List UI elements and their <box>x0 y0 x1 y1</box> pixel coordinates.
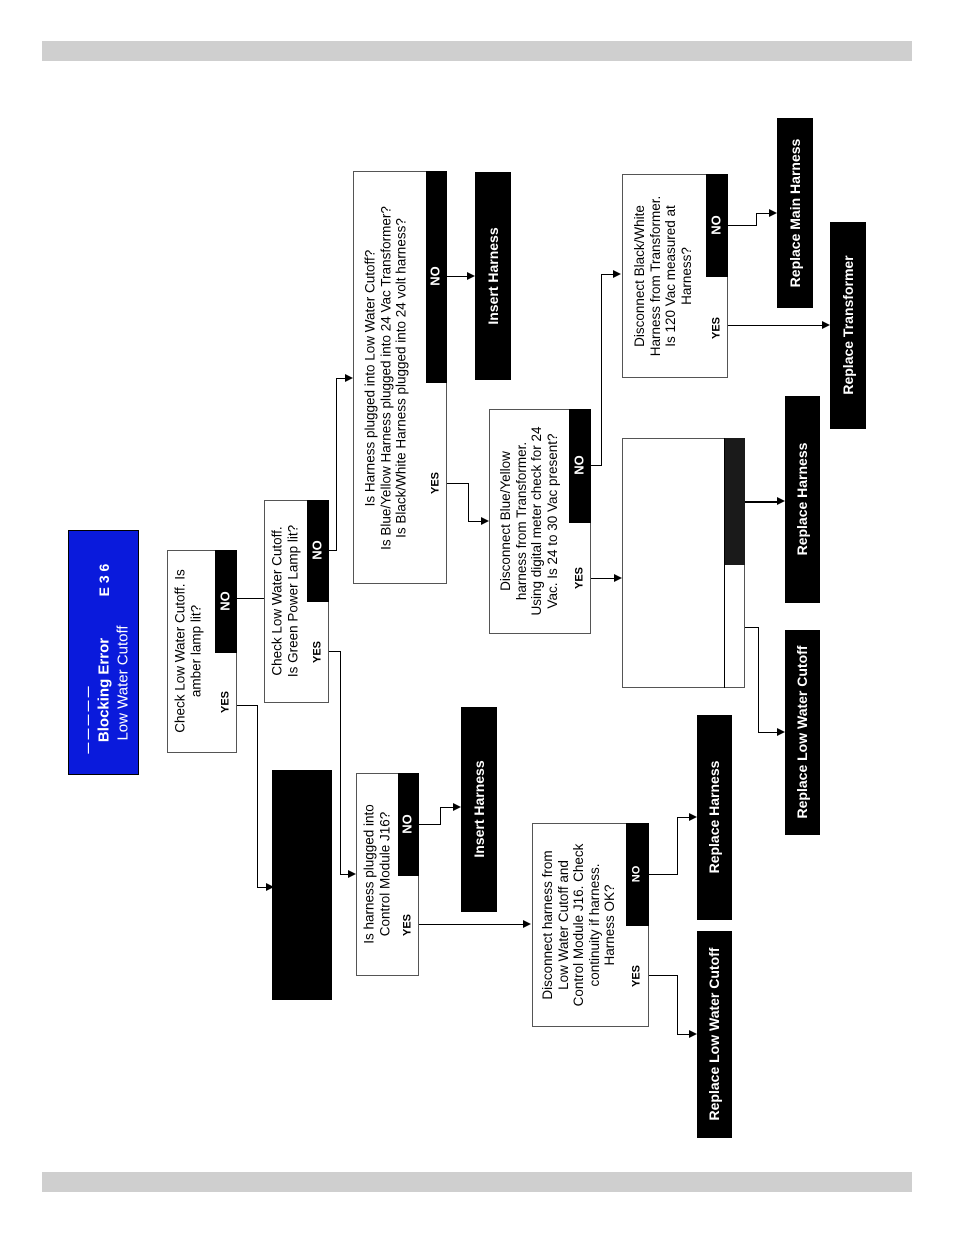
connector-arrow <box>266 883 274 891</box>
blank-black-block <box>272 770 332 1000</box>
title-blocking-error: Blocking Error <box>95 637 113 743</box>
harness-transformer-question-text: Is Harness plugged into Low Water Cutoff? Is Blue/Yellow Harness plugged into 24 Vac Transformer? Is Black/White Harness plugged into 24 volt harness? <box>362 206 409 550</box>
connector-green-yes <box>340 874 348 875</box>
harness-j16-yes-label: YES <box>401 913 414 937</box>
connector-blue-yellow-yes <box>591 578 616 579</box>
connector-black-white-no <box>756 213 769 214</box>
continuity-divider <box>626 925 649 926</box>
title-error-code: E 3 6 <box>95 563 112 597</box>
continuity-yes-label: YES <box>630 964 643 988</box>
connector-arrow <box>777 728 785 736</box>
amber-lamp-divider <box>215 652 237 653</box>
connector-blue-yellow-no <box>601 274 602 466</box>
footer-bar <box>42 1172 912 1192</box>
connector-arrow <box>481 517 489 525</box>
replace-lwco-2-text: Replace Low Water Cutoff <box>793 645 810 819</box>
connector-black-white-yes <box>728 325 822 326</box>
harness-transformer-no-label: NO <box>427 266 443 286</box>
black-white-question-text: Disconnect Black/White Harness from Transformer. Is 120 Vac measured at Harness? <box>631 195 694 357</box>
connector-empty-yes <box>745 627 758 628</box>
connector-arrow <box>777 497 785 505</box>
replace-transformer-text: Replace Transformer <box>839 255 856 395</box>
blue-yellow-divider <box>569 522 591 523</box>
connector-arrow <box>614 574 622 582</box>
connector-arrow <box>689 1030 697 1038</box>
connector-arrow <box>769 209 777 217</box>
replace-lwco-1-text: Replace Low Water Cutoff <box>705 947 722 1121</box>
title-dashes: — — — — — <box>82 686 95 754</box>
title-low-water-cutoff: Low Water Cutoff <box>114 625 132 741</box>
connector-green-no <box>336 378 337 551</box>
blue-yellow-question-text: Disconnect Blue/Yellow harness from Transformer. Using digital meter check for 24 Vac. Is 24 to 30 Vac present? <box>497 426 560 616</box>
harness-j16-no-label: NO <box>399 814 415 834</box>
connector-empty-yes <box>758 732 777 733</box>
header-bar <box>42 41 912 61</box>
green-lamp-divider <box>307 601 329 602</box>
connector-amber-yes <box>237 705 257 706</box>
connector-amber-yes <box>257 887 266 888</box>
green-lamp-no-label: NO <box>309 540 325 560</box>
harness-transformer-yes-label: YES <box>429 471 442 495</box>
connector-black-white-no <box>756 213 757 226</box>
connector-arrow <box>345 374 353 382</box>
replace-main-harness-text: Replace Main Harness <box>786 138 803 288</box>
connector-transformer-no <box>447 276 467 277</box>
connector-empty-yes <box>758 627 759 733</box>
connector-amber-no <box>237 598 264 599</box>
empty-decision-divider <box>724 438 725 688</box>
connector-continuity-yes <box>649 975 677 976</box>
harness-transformer-divider <box>426 382 447 383</box>
insert-harness-1-text: Insert Harness <box>470 760 487 858</box>
green-lamp-yes-label: YES <box>311 640 324 664</box>
connector-transformer-yes <box>447 483 469 484</box>
connector-continuity-no <box>677 817 678 875</box>
connector-arrow <box>689 813 697 821</box>
continuity-question-text: Disconnect harness from Low Water Cutoff and Control Module J16. Check continuity if harness. Harness OK? <box>540 843 618 1007</box>
connector-j16-no <box>440 807 453 808</box>
black-white-yes-label: YES <box>710 316 723 340</box>
black-white-no-label: NO <box>708 215 724 235</box>
harness-j16-question-text: Is harness plugged into Control Module J16? <box>361 804 392 944</box>
connector-arrow <box>467 272 475 280</box>
connector-arrow <box>822 321 830 329</box>
replace-harness-2-text: Replace Harness <box>793 442 810 556</box>
connector-blue-yellow-no <box>601 274 613 275</box>
connector-green-no <box>336 378 345 379</box>
connector-transformer-yes <box>468 483 469 522</box>
connector-arrow <box>348 870 356 878</box>
empty-decision-no-cell <box>724 438 745 565</box>
connector-continuity-no <box>677 817 689 818</box>
connector-j16-no <box>419 824 440 825</box>
amber-lamp-no-label: NO <box>217 591 233 611</box>
blue-yellow-yes-label: YES <box>573 566 586 590</box>
black-white-divider <box>706 276 728 277</box>
connector-continuity-yes <box>677 975 678 1035</box>
harness-j16-divider <box>398 875 419 876</box>
connector-empty-no <box>745 501 778 503</box>
connector-black-white-no <box>728 225 756 226</box>
connector-green-no <box>329 550 336 551</box>
connector-arrow <box>523 920 531 928</box>
amber-lamp-question-text: Check Low Water Cutoff. Is amber lamp lit? <box>172 569 203 733</box>
connector-transformer-yes <box>468 521 481 522</box>
green-lamp-question-text: Check Low Water Cutoff. Is Green Power Lamp lit? <box>269 524 300 678</box>
blue-yellow-no-label: NO <box>571 455 587 475</box>
connector-amber-yes <box>257 705 258 888</box>
connector-j16-yes <box>419 924 523 925</box>
insert-harness-2-text: Insert Harness <box>484 227 501 325</box>
connector-continuity-yes <box>677 1034 689 1035</box>
connector-continuity-no <box>649 874 677 875</box>
amber-lamp-yes-label: YES <box>219 690 232 714</box>
connector-arrow <box>453 803 461 811</box>
connector-j16-no <box>440 807 441 825</box>
connector-green-yes <box>340 651 341 875</box>
replace-harness-1-text: Replace Harness <box>705 760 722 874</box>
continuity-no-label: NO <box>630 865 643 883</box>
connector-arrow <box>613 270 621 278</box>
